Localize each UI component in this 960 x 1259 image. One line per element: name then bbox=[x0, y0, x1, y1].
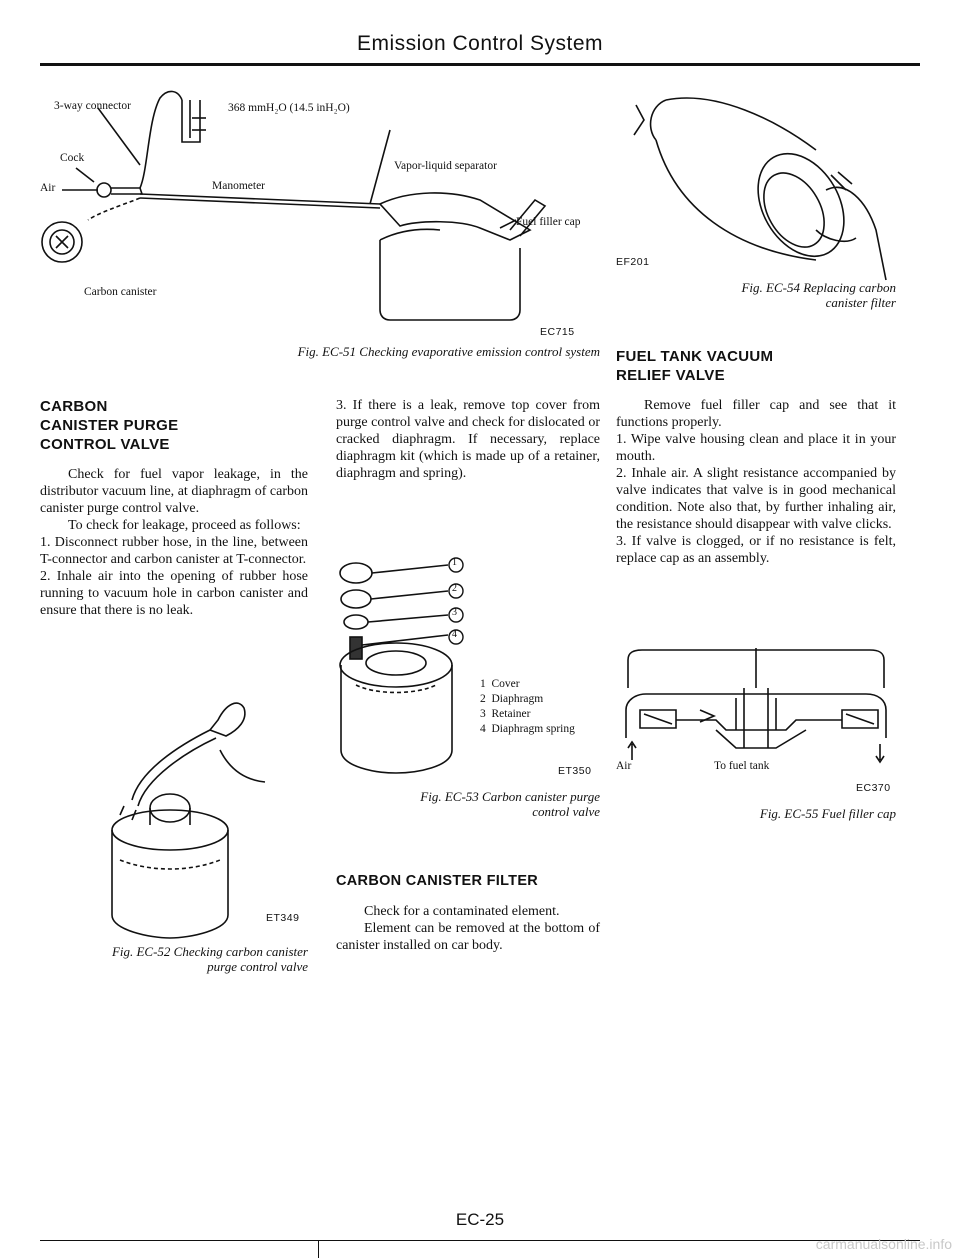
purge-valve-step3 bbox=[336, 397, 600, 482]
purge-valve-p2: To check for leakage, proceed as follows: bbox=[68, 518, 301, 533]
fig-ec54-caption-1: Fig. EC-54 Replacing carbon bbox=[741, 280, 896, 295]
callout-3: 3 bbox=[452, 607, 457, 618]
purge-valve-p1: Check for fuel vapor leakage, in the distributor vacuum line, at diaphragm of carbon canister purge control valve. bbox=[40, 467, 308, 516]
label-3way-connector: 3-way connector bbox=[54, 100, 131, 112]
fig-ec53-caption-2: control valve bbox=[532, 804, 600, 819]
relief-valve-body bbox=[616, 397, 896, 567]
section-relief-valve bbox=[616, 347, 896, 567]
relief-valve-step1: 1. Wipe valve housing clean and place it in your mouth. bbox=[616, 432, 896, 464]
fig-ec52 bbox=[40, 690, 308, 1000]
section-purge-valve bbox=[40, 397, 308, 619]
label-manometer: Manometer bbox=[212, 180, 266, 192]
fig-ec54 bbox=[616, 80, 896, 320]
label-air-fig55: Air bbox=[616, 760, 632, 772]
label-air: Air bbox=[40, 182, 56, 194]
fig-ec55 bbox=[616, 648, 896, 828]
canister-filter-p2: Element can be removed at the bottom of canister installed on car body. bbox=[336, 921, 600, 953]
fig-ec52-code: ET349 bbox=[266, 912, 300, 924]
legend-item: 2 Diaphragm bbox=[480, 693, 544, 705]
callout-1: 1 bbox=[452, 557, 457, 568]
watermark: carmanualsonline.info bbox=[815, 1236, 952, 1252]
label-to-fuel-tank: To fuel tank bbox=[714, 760, 770, 772]
fig-ec53-legend bbox=[480, 677, 575, 737]
fig-ec52-caption-1: Fig. EC-52 Checking carbon canister bbox=[111, 944, 308, 959]
purge-valve-body bbox=[40, 466, 308, 619]
relief-valve-heading-1: FUEL TANK VACUUM bbox=[616, 348, 774, 365]
legend-item: 4 Diaphragm spring bbox=[480, 723, 575, 735]
canister-filter-heading: CARBON CANISTER FILTER bbox=[336, 873, 539, 889]
label-carbon-canister: Carbon canister bbox=[84, 286, 157, 298]
relief-valve-heading-2: RELIEF VALVE bbox=[616, 367, 725, 384]
label-pressure: 368 mmH₂O (14.5 inH₂O) bbox=[228, 102, 350, 114]
purge-valve-heading-1: CARBON bbox=[40, 398, 108, 415]
fig-ec55-drawing bbox=[616, 648, 896, 778]
footer-tick bbox=[318, 1240, 319, 1258]
fig-ec52-caption-2: purge control valve bbox=[207, 959, 308, 974]
legend-item: 3 Retainer bbox=[480, 708, 531, 720]
fig-ec55-code: EC370 bbox=[856, 782, 891, 794]
callout-2: 2 bbox=[452, 583, 457, 594]
header-rule bbox=[40, 63, 920, 66]
purge-valve-heading-3: CONTROL VALVE bbox=[40, 436, 170, 453]
relief-valve-step2: 2. Inhale air. A slight resistance accompanied by valve indicates that valve is in good mechanical condition. Note also that, by further inhaling air, the resistance should disappear with valve clicks. bbox=[616, 466, 896, 532]
callout-4: 4 bbox=[452, 629, 457, 640]
fig-ec51-caption: Fig. EC-51 Checking evaporative emission control system bbox=[297, 344, 600, 359]
label-separator: Vapor-liquid separator bbox=[394, 160, 497, 172]
fig-ec53-drawing bbox=[336, 545, 600, 775]
footer-rule bbox=[40, 1240, 920, 1241]
page-header: Emission Control System bbox=[356, 32, 604, 55]
legend-item: 1 Cover bbox=[480, 678, 520, 690]
label-cock: Cock bbox=[60, 152, 85, 164]
fig-ec52-drawing bbox=[40, 690, 308, 940]
purge-valve-heading-2: CANISTER PURGE bbox=[40, 417, 179, 434]
fig-ec54-caption-2: canister filter bbox=[825, 295, 896, 310]
fig-ec53-caption-1: Fig. EC-53 Carbon canister purge bbox=[420, 789, 600, 804]
relief-valve-step3: 3. If valve is clogged, or if no resistance is felt, replace cap as an assembly. bbox=[616, 534, 896, 566]
fig-ec51 bbox=[40, 80, 600, 370]
fig-ec54-code: EF201 bbox=[616, 256, 650, 268]
fig-ec51-code: EC715 bbox=[540, 326, 575, 338]
purge-valve-step2: 2. Inhale air into the opening of rubber hose running to vacuum hole in carbon canister and ensure that there is no leak. bbox=[40, 569, 308, 618]
fig-ec55-caption: Fig. EC-55 Fuel filler cap bbox=[759, 806, 896, 821]
label-filler-cap: Fuel filler cap bbox=[516, 216, 581, 228]
step3-text: 3. If there is a leak, remove top cover from purge control valve and check for dislocated or cracked diaphragm. If necessary, replace diaphragm kit (which is made up of a retainer, diaphragm and spring). bbox=[336, 398, 600, 481]
relief-valve-p1: Remove fuel filler cap and see that it functions properly. bbox=[616, 398, 896, 430]
purge-valve-step1: 1. Disconnect rubber hose, in the line, between T-connector and carbon canister at T-connector. bbox=[40, 535, 308, 567]
canister-filter-p1: Check for a contaminated element. bbox=[364, 904, 560, 919]
fig-ec53 bbox=[336, 545, 600, 845]
fig-ec53-code: ET350 bbox=[558, 765, 592, 777]
fig-ec54-drawing bbox=[616, 80, 896, 280]
section-canister-filter bbox=[336, 872, 600, 954]
page-number: EC-25 bbox=[455, 1210, 505, 1229]
canister-filter-body bbox=[336, 903, 600, 954]
